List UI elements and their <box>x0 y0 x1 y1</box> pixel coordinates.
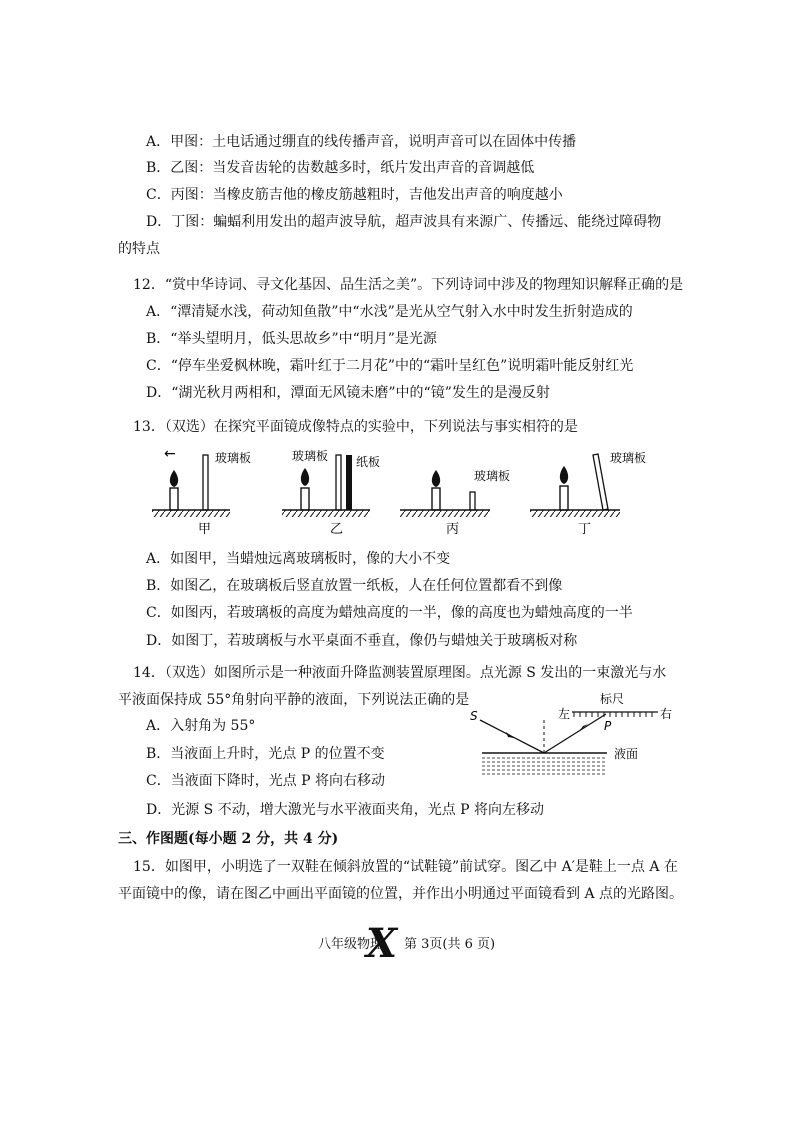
q14-option-d: D．光源 S 不动，增大激光与水平液面夹角，光点 P 将向左移动 <box>146 802 545 818</box>
q15-stem: 15．如图甲，小明选了一双鞋在倾斜放置的“试鞋镜”前试穿。图乙中 A′是鞋上一点 A 在 <box>133 859 678 875</box>
figure-yi <box>282 448 380 537</box>
q12-option-d: D．“湖光秋月两相和，潭面无风镜未磨”中的“镜”发生的是漫反射 <box>146 385 550 401</box>
svg-text:右: 右 <box>660 707 673 721</box>
q11-option-d-continued: 的特点 <box>118 241 160 257</box>
q12-option-a: A．“潭清疑水浅，荷动知鱼散”中“水浅”是光从空气射入水中时发生折射造成的 <box>146 304 633 320</box>
q11-option-a: A．甲图：土电话通过绷直的线传播声音，说明声音可以在固体中传播 <box>146 134 577 150</box>
arrow-left-icon: ← <box>164 446 176 462</box>
q14-stem: 14．（双选）如图所示是一种液面升降监测装置原理图。点光源 S 发出的一束激光与水 <box>133 665 667 681</box>
q13-option-d: D．如图丁，若玻璃板与水平桌面不垂直，像仍与蜡烛关于玻璃板对称 <box>146 633 578 649</box>
q14-option-a: A．入射角为 55° <box>146 718 256 734</box>
q12-stem: 12．“赏中华诗词、寻文化基因、品生活之美”。下列诗词中涉及的物理知识解释正确的是 <box>133 277 684 293</box>
svg-text:S: S <box>470 709 478 723</box>
q12-option-b: B．“举头望明月，低头思故乡”中“明月”是光源 <box>146 331 437 347</box>
figure-jia <box>152 446 251 537</box>
q13-option-c: C．如图丙，若玻璃板的高度为蜡烛高度的一半，像的高度也为蜡烛高度的一半 <box>146 605 633 621</box>
q14-option-b: B．当液面上升时，光点 P 的位置不变 <box>146 746 385 762</box>
q14-stem-continued: 平液面保持成 55°角射向平静的液面，下列说法正确的是 <box>118 692 470 708</box>
q13-option-a: A．如图甲，当蜡烛远离玻璃板时，像的大小不变 <box>146 551 451 567</box>
svg-text:甲: 甲 <box>198 522 212 537</box>
svg-text:标尺: 标尺 <box>600 692 625 706</box>
svg-text:玻璃板: 玻璃板 <box>474 469 511 483</box>
svg-text:玻璃板: 玻璃板 <box>292 449 329 463</box>
q13-figure <box>140 440 680 540</box>
q13-option-b: B．如图乙，在玻璃板后竖直放置一纸板，人在任何位置都看不到像 <box>146 578 563 594</box>
figure-ding <box>530 450 646 537</box>
q11-option-b: B．乙图：当发音齿轮的齿数越多时，纸片发出声音的音调越低 <box>146 160 535 176</box>
q14-figure <box>462 690 692 780</box>
figure-bing <box>400 468 510 537</box>
q12-option-c: C．“停车坐爱枫林晚，霜叶红于二月花”中的“霜叶呈红色”说明霜叶能反射红光 <box>146 358 634 374</box>
section-heading: 三、作图题(每小题 2 分，共 4 分) <box>118 831 339 847</box>
svg-text:丙: 丙 <box>446 522 460 537</box>
ruler <box>572 712 658 717</box>
q14-option-c: C．当液面下降时，光点 P 将向右移动 <box>146 773 386 789</box>
svg-text:液面: 液面 <box>614 747 639 761</box>
q13-stem: 13．（双选）在探究平面镜成像特点的实验中，下列说法与事实相符的是 <box>133 419 578 435</box>
footer-mark: X <box>366 920 398 967</box>
footer-grade: 八年级物理 <box>318 937 384 952</box>
footer-page-number: 第 3页(共 6 页) <box>404 937 496 952</box>
svg-text:左: 左 <box>558 707 571 721</box>
q11-option-c: C．丙图：当橡皮筋吉他的橡皮筋越粗时，吉他发出声音的响度越小 <box>146 187 563 203</box>
svg-text:纸板: 纸板 <box>356 455 381 469</box>
q11-option-d: D．丁图：蝙蝠利用发出的超声波导航，超声波具有来源广、传播远、能绕过障碍物 <box>146 214 662 230</box>
svg-text:玻璃板: 玻璃板 <box>610 451 647 465</box>
q15-stem-continued: 平面镜中的像，请在图乙中画出平面镜的位置，并作出小明通过平面镜看到 A 点的光路图。 <box>118 886 684 902</box>
svg-text:乙: 乙 <box>330 522 344 537</box>
svg-text:玻璃板: 玻璃板 <box>215 451 252 465</box>
svg-text:P: P <box>604 719 612 733</box>
svg-text:丁: 丁 <box>578 522 592 537</box>
